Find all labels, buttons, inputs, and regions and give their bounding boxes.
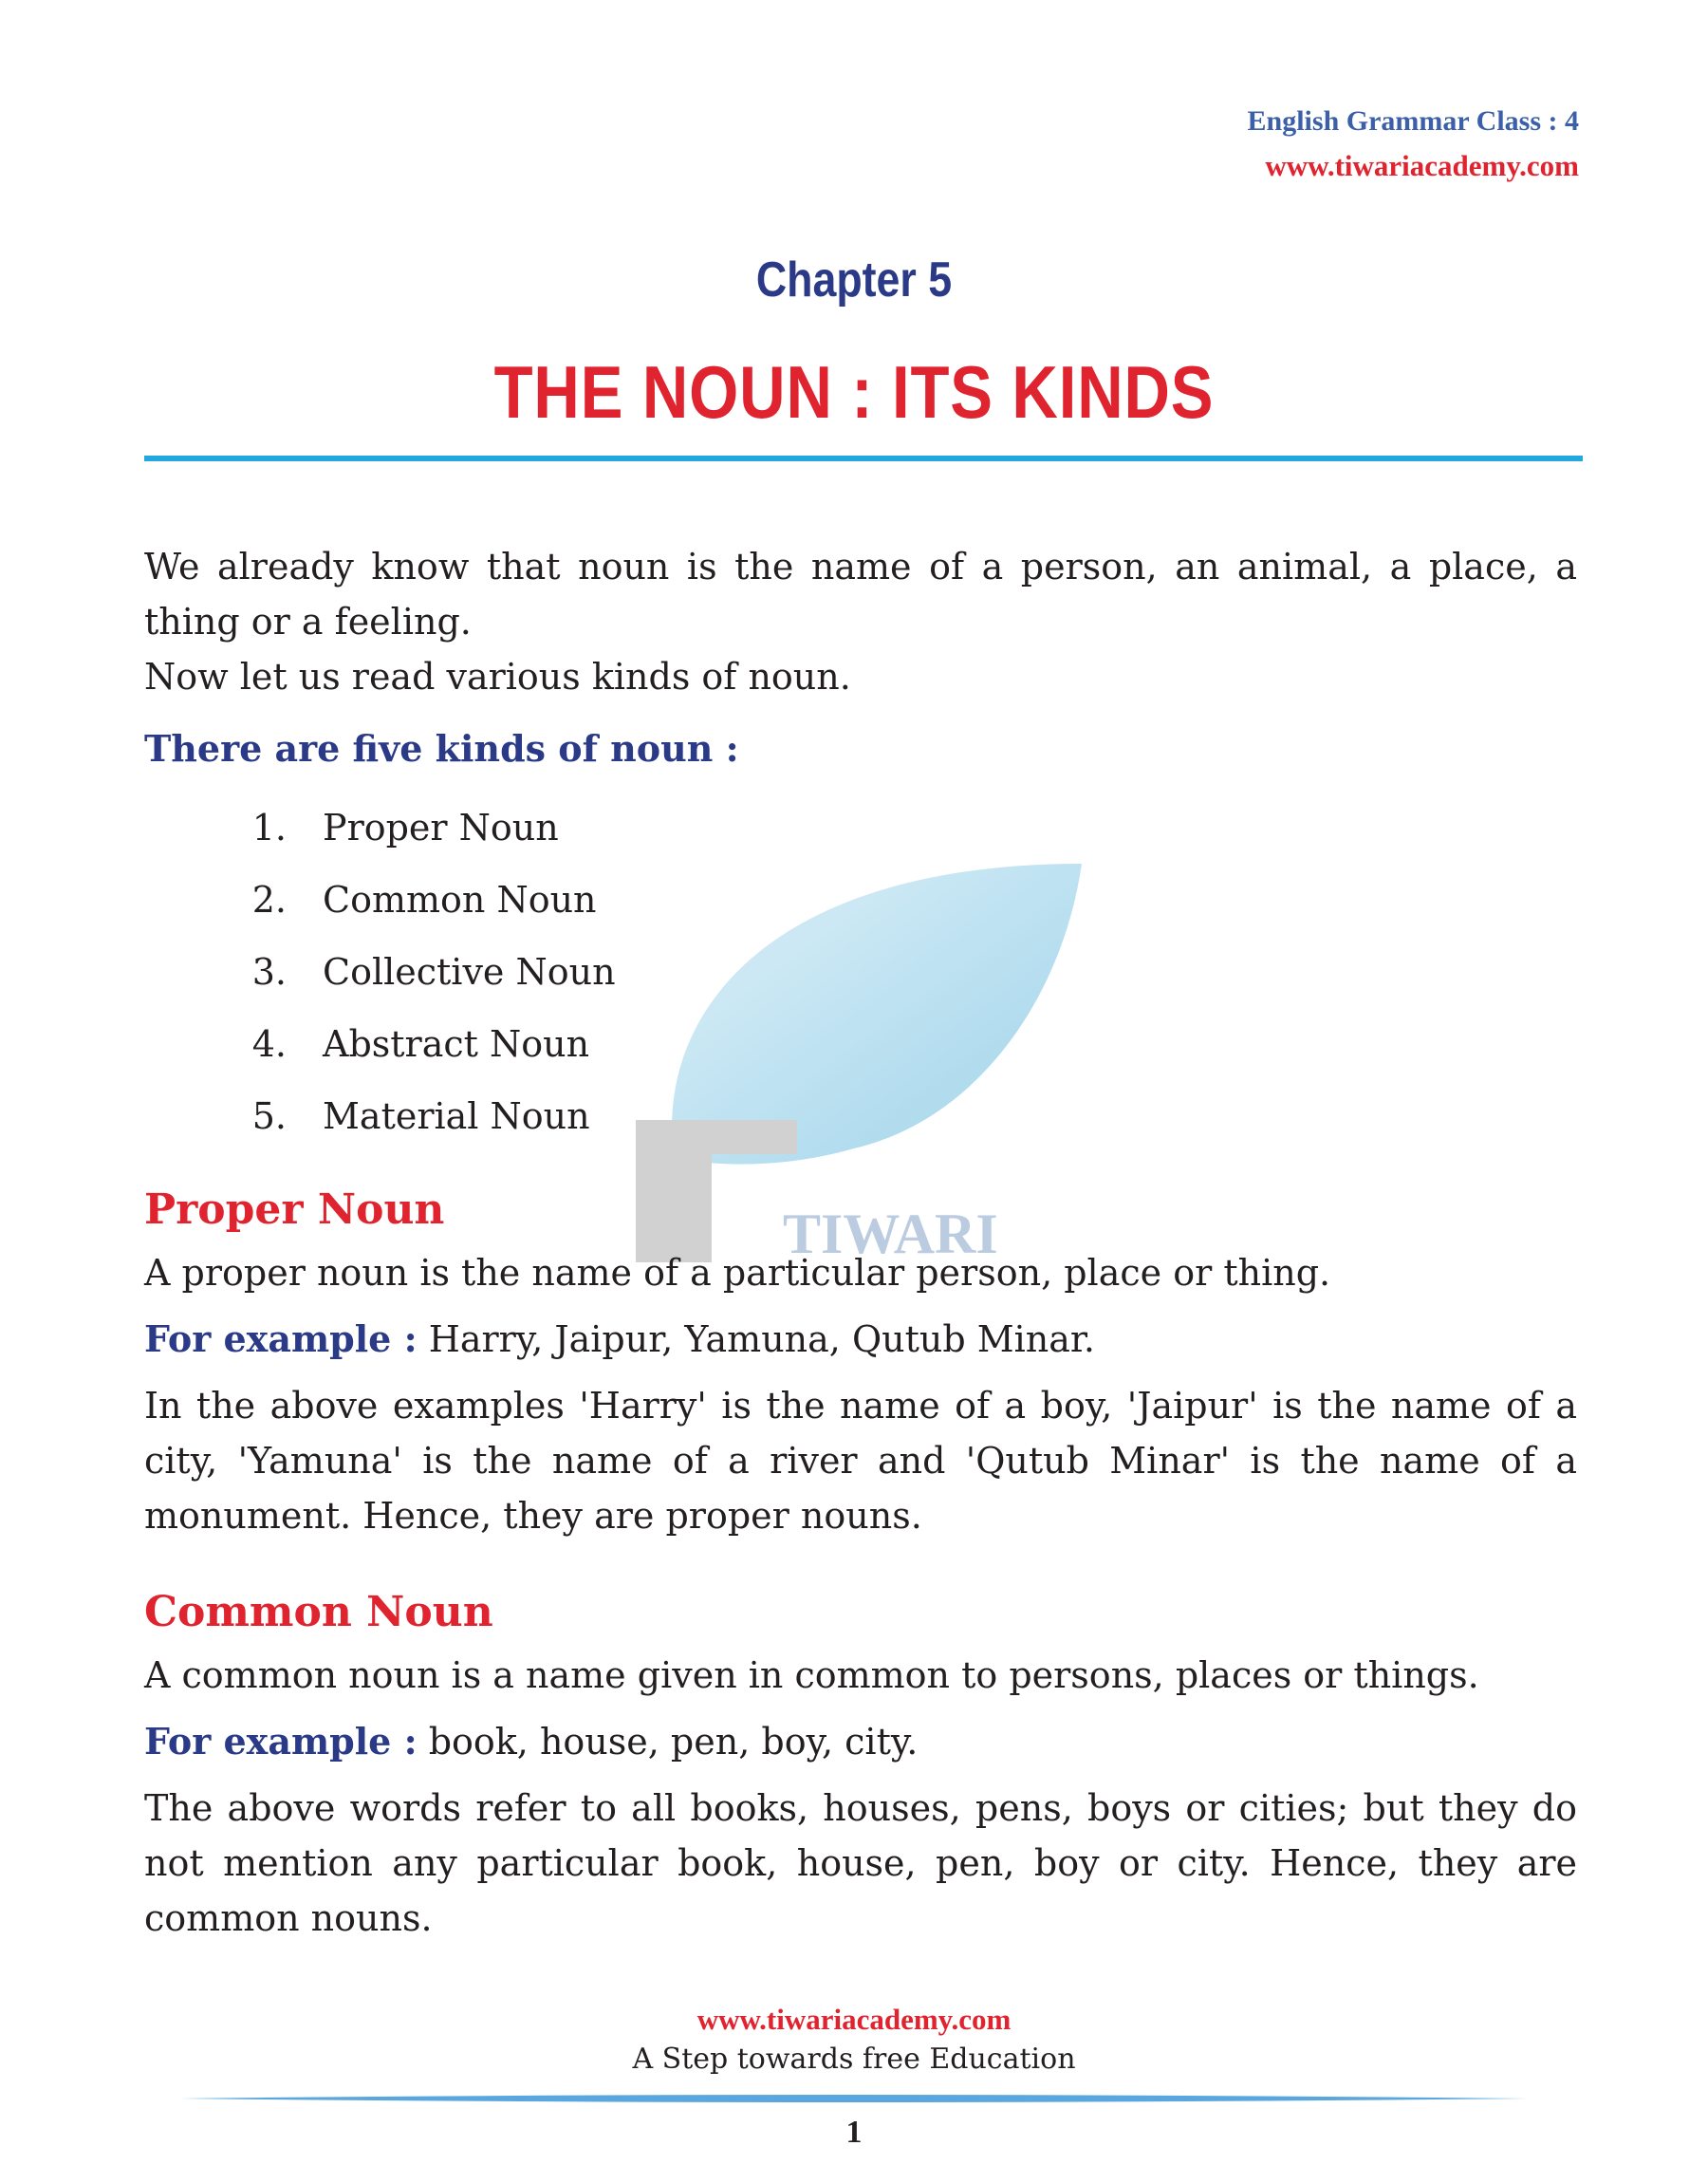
header-website-link[interactable]: www.tiwariacademy.com [1265, 149, 1579, 182]
main-content [144, 539, 1577, 1946]
footer-website-link[interactable]: www.tiwariacademy.com [696, 2003, 1012, 2036]
proper-noun-example [144, 1312, 1577, 1367]
common-noun-example [144, 1714, 1577, 1769]
class-label: English Grammar Class : 4 [1247, 105, 1579, 137]
list-item: 1. Proper Noun [251, 807, 559, 849]
proper-noun-definition: A proper noun is the name of a particular person, place or thing. [144, 1252, 1331, 1294]
common-noun-explanation: The above words refer to all books, houses, pens, boys or cities; but they do not mention any particular book, house, pen, boy or city. Hence, they are common nouns. [144, 1787, 1577, 1939]
list-item: 5. Material Noun [251, 1095, 590, 1137]
page-number: 1 [845, 2115, 863, 2150]
example-text: Harry, Jaipur, Yamuna, Qutub Minar. [417, 1318, 1096, 1360]
watermark-text: TIWARI [783, 1203, 998, 1265]
proper-noun-heading: Proper Noun [144, 1185, 445, 1234]
intro-paragraph-2: Now let us read various kinds of noun. [144, 656, 851, 698]
example-label: For example : [144, 1317, 418, 1360]
example-label: For example : [144, 1720, 418, 1763]
footer-tagline: A Step towards free Education [632, 2043, 1076, 2076]
list-item: 2. Common Noun [251, 879, 597, 921]
footer-divider [180, 2094, 1528, 2103]
list-item: 4. Abstract Noun [251, 1023, 590, 1065]
kinds-list [144, 792, 1577, 1152]
kinds-heading: There are five kinds of noun : [144, 727, 739, 770]
list-item: 3. Collective Noun [251, 951, 616, 993]
chapter-number: Chapter 5 [755, 252, 953, 308]
common-noun-heading: Common Noun [144, 1588, 493, 1636]
chapter-title: THE NOUN : ITS KINDS [493, 350, 1215, 434]
title-divider [144, 456, 1583, 461]
intro-paragraph: We already know that noun is the name of a person, an animal, a place, a thing or a feeling. [144, 546, 1577, 643]
common-noun-definition: A common noun is a name given in common to persons, places or things. [144, 1654, 1479, 1696]
proper-noun-explanation: In the above examples 'Harry' is the name of a boy, 'Jaipur' is the name of a city, 'Yamuna' is the name of a river and 'Qutub Minar' is the name of a monument. Hence, they are proper nouns. [144, 1385, 1577, 1537]
example-text: book, house, pen, boy, city. [417, 1721, 919, 1763]
page-header [1248, 103, 1579, 186]
